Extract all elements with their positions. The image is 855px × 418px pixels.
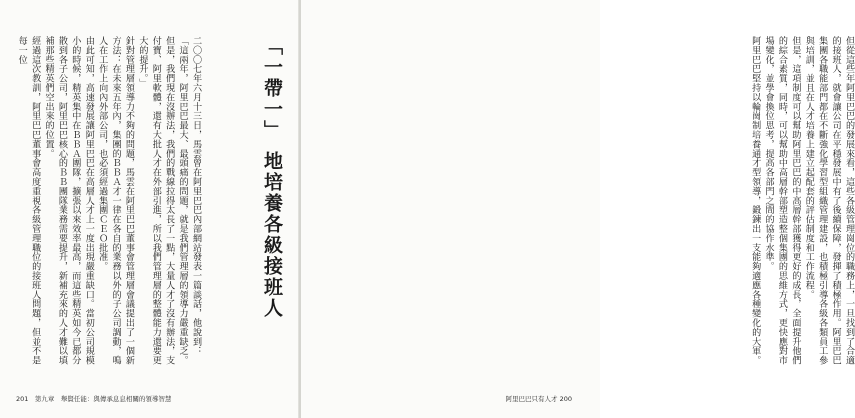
left-paragraph: 由此可知，高速發展讓阿里巴巴在高層人才上一度出現嚴重缺口。當初公司規模小的時候，精英集中在ＢＢＡ團隊，擴張以來效率最高，而這些精英如今已都分散到各子公司，阿里巴巴核心的ＢＢ團隊業務需要提升，新補充來的人才難以填補那些精英們空出來的位置。 xyxy=(43,36,94,365)
right-paragraph: 但從這些年阿里巴巴的發展來看，這些各級管理崗位的職務上，一旦找到了合適的接班人，就會讓公司在平穩發展中有了後續保障，發揮了積極作用。阿里巴巴集團各職能部門都在不斷強化學習型組織管理建設，也積極引導各級各類員工參與培訓，並且在人才培養上建立起配套的評估制度和工作流程。 xyxy=(803,36,854,365)
right-page-footer: 阿里巴巴只有人才 200 xyxy=(505,395,572,403)
right-paragraph: 阿里巴巴堅持以輪崗制培養通才型領導，鍛鍊出一支能夠適應各種變化的大軍。 xyxy=(750,36,761,365)
chapter-title-quote: 「一帶一」 xyxy=(261,36,283,141)
left-paragraph: 針對管理層領導力不夠的問題，馬雲在阿里巴巴董事會管理層會議提出了一個新方法：在未來五年內，集團的ＢＢＡ才一律在各自的業務以外的子公司調動，鳴人在工作上向內外部公司，也必須經過集團ＣＥＯ批准。 xyxy=(97,36,134,365)
left-page-footer: 201 第九章 舉賢任能：與傳承息息相關的領導智慧 xyxy=(16,395,172,403)
right-body-text xyxy=(623,36,855,374)
left-body-text xyxy=(18,36,202,374)
right-page xyxy=(301,0,854,418)
left-page xyxy=(0,0,299,418)
left-paragraph: 二〇〇七年六月十三日，馬雲曾在阿里巴巴內部網站發表一篇談話，他說到：「這兩年，阿里巴巴最大、最頭痛的問題，就是我們管理層的領導力嚴重缺乏。但是，我們現在沒辦法，我們的戰線拉得太長了一點，大量人才了沒有辦法，支付寶、阿里軟體，還有大批人才在外部引進，所以我們管理層的整體能力還要更大的提升。」 xyxy=(137,36,201,365)
chapter-title-text: 地培養各級接班人 xyxy=(261,151,283,319)
chapter-title xyxy=(236,36,286,366)
left-paragraph: 經過這次教訓，阿里巴巴董事會高度重視各級管理職位的接班人問題，但並不是每一位 xyxy=(16,36,41,365)
right-paragraph: 但是，這項制度可以幫助阿里巴巴的中高層幹部獲得更好的成長，全面提升他們的綜合素質，同時，可以幫助中高層幹部塑造整個集團的思維方式，更快應對市場變化，並學會換位思考，提高各部門之間的協作水準。 xyxy=(763,36,801,365)
